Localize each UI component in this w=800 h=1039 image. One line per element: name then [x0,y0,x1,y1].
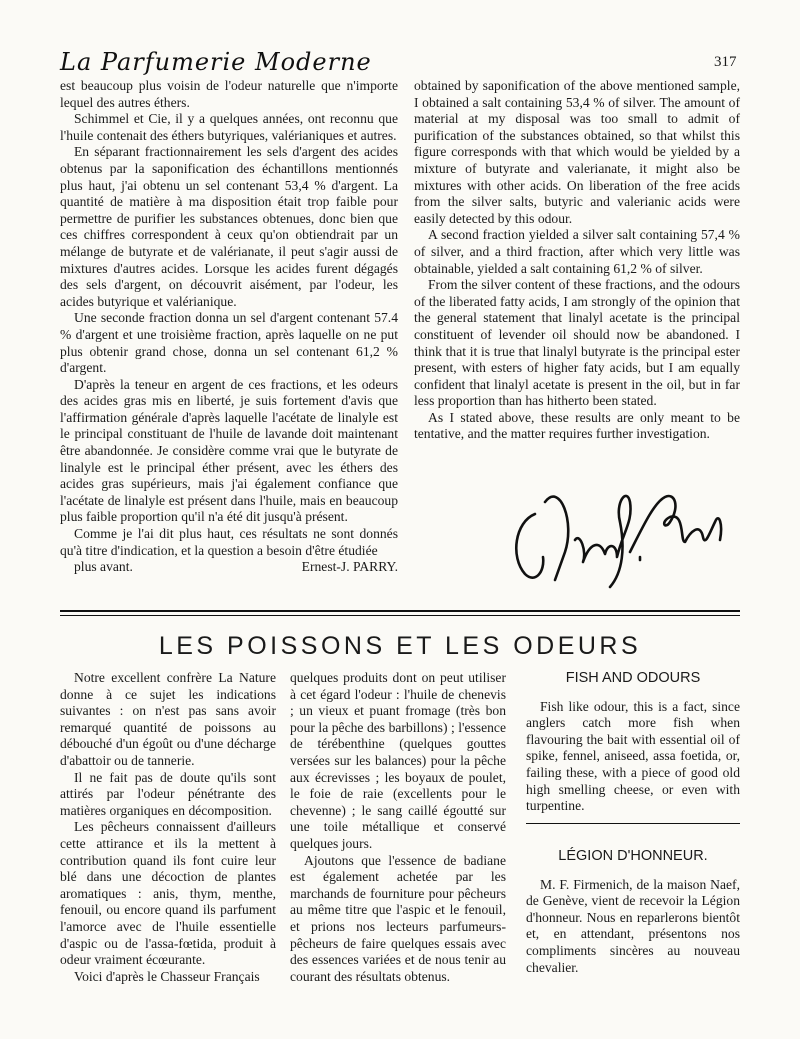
page-number: 317 [714,54,737,70]
section-title: LES POISSONS ET LES ODEURS [158,632,642,660]
masthead-title: La Parfumerie Moderne [60,48,372,76]
paragraph: Il ne fait pas de doute qu'ils sont attirés par l'odeur pénétrante des matières organiques en décomposition. [60,769,276,818]
legion-box [526,848,740,976]
signoff-text: plus avant. [74,559,133,575]
paragraph: Ajoutons que l'essence de badiane est également achetée par les marchands de fourniture pour pêcheurs au même titre que l'aspic et le fenouil, et prions nos lecteurs parfumeurs-pêcheurs de faire quelques essais avec des essences variées et de nous tenir au courant des résultats obtenus. [290,852,506,984]
divider [526,823,740,824]
paragraph: As I stated above, these results are only meant to be tentative, and the matter requires further investigation. [414,409,740,442]
divider [60,610,740,612]
paragraph: Les pêcheurs connaissent d'ailleurs cette attirance et ils la mettent à contribution quand ils font cuire leur blé dans une décoction de plantes aromatiques : anis, thym, menthe, fenouil, ou encore quand ils parfument l'amorce avec de l'huile essentielle d'aspic ou de l'assa-fœtida, produit à odeur vraiment écœurante. [60,819,276,968]
paragraph: Notre excellent confrère La Nature donne à ce sujet les indications suivantes : on n'est pas sans avoir remarqué quantité de poissons au débouché d'un égoût ou d'une décharge d'abattoir ou de tannerie. [60,670,276,768]
paragraph: En séparant fractionnairement les sels d'argent des acides obtenus par la saponification des échantillons mentionnés plus haut, j'ai obtenu un sel contenant 53,4 % d'argent. La quantité de matière à ma disposition était trop faible pour permettre de purifier les substances obtenues, donc bien que ces chiffres correspondent à ceux qu'on obtiendrait par un mélange de butyrate et de valérianate, il peut s'agir aussi de mixtures d'autres acides. Lorsque les acides furent dégagés des sels d'argent, on découvrit aisément, par l'odeur, les acides butyrique et valérianique. [60,144,398,309]
left-column [60,78,398,576]
paragraph: Schimmel et Cie, il y a quelques années, ont reconnu que l'huile contenait des éthers butyriques, valérianiques et autres. [60,111,398,143]
article-column-1 [60,670,276,985]
paragraph: Fish like odour, this is a fact, since anglers catch more fish when flavouring the bait with essential oil of spike, fennel, aniseed, assa foetida, or, failing these, with a piece of good old high smelling cheese, or even with turpentine. [526,698,740,814]
article-column-2 [290,670,506,985]
fish-odours-box [526,670,740,815]
divider [60,615,740,616]
signoff-line [60,559,398,576]
paragraph: A second fraction yielded a silver salt containing 57,4 % of silver, and a third fraction, after which very little was obtainable, yielded a salt containing 61,2 % of silver. [414,227,740,276]
paragraph: From the silver content of these fractions, and the odours of the liberated fatty acids, I am strongly of the opinion that the general statement that linalyl acetate is the principal constituent of levender oil should now be abandoned. I think that it is true that linalyl butyrate is the principal ester present, with esters of higher faty acids, but I am equally confident that linalyl acetate is present in the oil, but in far less proportion than has hitherto been stated. [414,277,740,409]
paragraph: Une seconde fraction donna un sel d'argent contenant 57.4 % d'argent et une troisième fraction, après laquelle on ne put plus obtenir grand chose, donna un sel contenant 61,2 % d'argent. [60,310,398,376]
paragraph: D'après la teneur en argent de ces fractions, et les odeurs des acides gras mis en liberté, je suis fortement d'avis que l'affirmation générale d'après laquelle l'acétate de linalyle est le principal constituant de l'huile de lavande doit maintenant être abandonnée. Je considère comme vrai que le butyrate de linalyle est le principal éther présent, avec les éthers des acides gras supérieurs, mais j'ai également confiance que l'acétate de linalyle est présent dans l'huile, mais en beaucoup plus faible proportion qu'il n'a été dit jusqu'à présent. [60,376,398,525]
author-name: Ernest-J. PARRY. [301,559,398,575]
paragraph: quelques produits dont on peut utiliser à cet égard l'odeur : l'huile de chenevis ; un vieux et puant fromage (très bon pour la pêche des barbillons) ; l'essence de térébenthine (quelques gouttes versées sur les balances) pour la pêche aux écrevisses ; les boyaux de poulet, le foie de raie (excellents pour le chevenne) ; le sang caillé égoutté sur une toile métallique et conservé quelques jours. [290,670,506,851]
legion-title: LÉGION D'HONNEUR. [558,848,708,864]
fish-odours-title: FISH AND ODOURS [565,670,701,686]
paragraph: obtained by saponification of the above mentioned sample, I obtained a salt containing 53,4 % of silver. The amount of material at my disposal was too small to admit of purification of the substances obtained, so that whilst this figure corresponds with that which would be yielded by a mixture of butyrate and valerianate, it might also be mixtures with other acids. On liberation of the free acids from the silver salts, butyric and valerianic acids were easily detected by this odour. [414,78,740,226]
handwritten-signature [505,462,735,592]
paragraph: M. F. Firmenich, de la maison Naef, de Genève, vient de recevoir la Légion d'honneur. Nous en reparlerons bientôt et, en attendant, présentons nos compliments sincères au nouveau chevalier. [526,876,740,975]
paragraph: est beaucoup plus voisin de l'odeur naturelle que n'importe lequel des autres éthers. [60,78,398,110]
right-column [414,78,740,443]
paragraph: Voici d'après le Chasseur Français [74,968,260,984]
paragraph: Comme je l'ai dit plus haut, ces résultats ne sont donnés qu'à titre d'indication, et la question a besoin d'être étudiée [60,526,398,558]
